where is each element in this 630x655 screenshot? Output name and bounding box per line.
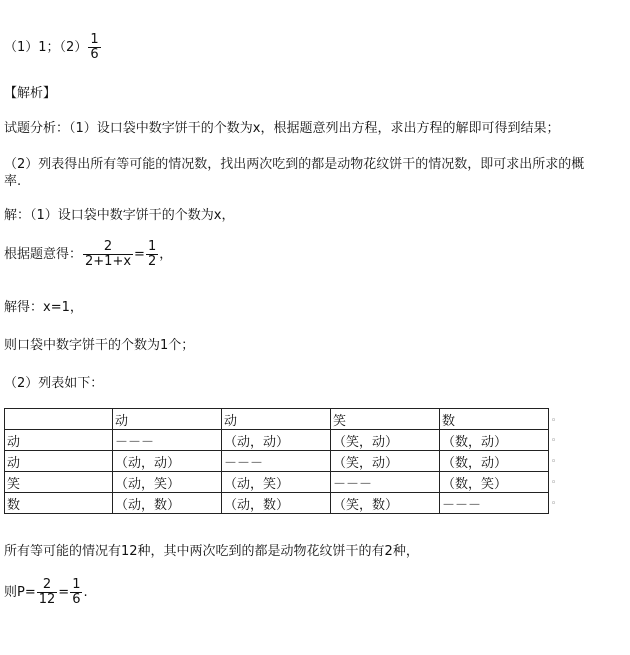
table-header-cell: 数 [440,409,549,430]
row-label: 笑 [5,472,113,493]
equation-right-num: 1 [147,239,157,254]
table-intro: （2）列表如下： [4,376,104,391]
equation-equals: = [134,247,145,262]
table-row [5,472,549,493]
equation-prefix: 根据题意得： [4,247,83,262]
equation-right-den: 2 [147,254,157,269]
row-end-mark: ◦ [551,436,557,446]
table-cell: （动，动） [222,430,331,451]
table-cell: （动，笑） [113,472,222,493]
analysis-heading: 【解析】 [4,86,57,101]
result-line: 则口袋中数字饼干的个数为1个； [4,338,195,353]
table-cell: －－－ [440,493,549,514]
table-header-row [5,409,549,430]
equation-left-den: 2+1+x [85,254,132,269]
probability-den-1: 12 [38,592,56,607]
table-cell: （动，笑） [222,472,331,493]
row-end-mark: ◦ [551,499,557,509]
answer-prefix: （1）1；（2） [4,40,88,55]
conclusion-line: 所有等可能的情况有12种，其中两次吃到的都是动物花纹饼干的有2种， [4,544,419,559]
table-cell: （笑，动） [331,430,440,451]
probability-num-1: 2 [42,577,52,592]
probability-prefix: 则P= [4,585,36,600]
table-cell: （动，数） [113,493,222,514]
table-cell: －－－ [113,430,222,451]
table-cell: －－－ [331,472,440,493]
answer-frac-den: 6 [90,47,99,62]
equation-line [4,240,172,269]
table-cell: （动，动） [113,451,222,472]
answer-frac-num: 1 [90,32,99,47]
probability-den-2: 6 [72,592,81,607]
equation-suffix: ， [159,247,173,262]
row-label: 数 [5,493,113,514]
table-cell: （数，动） [440,451,549,472]
row-label: 动 [5,430,113,451]
table-header-cell: 笑 [331,409,440,430]
equation-left-fraction [83,240,133,269]
row-label: 动 [5,451,113,472]
row-end-mark: ◦ [551,478,557,488]
probability-equals: = [58,585,70,600]
table-row [5,493,549,514]
table-cell: （笑，数） [331,493,440,514]
answer-fraction [88,33,100,62]
solve-line: 解得：x=1， [4,300,83,315]
probability-line [4,578,88,607]
probability-num-2: 1 [72,577,81,592]
probability-fraction-1 [37,578,58,607]
table-header-cell: 动 [113,409,222,430]
row-end-mark: ◦ [551,457,557,467]
analysis-line-1: 试题分析：（1）设口袋中数字饼干的个数为x，根据题意列出方程，求出方程的解即可得到结果； [4,121,560,136]
probability-fraction-2 [70,578,82,607]
row-end-mark: ◦ [551,416,557,426]
table-header-cell: 动 [222,409,331,430]
solution-step-1: 解：（1）设口袋中数字饼干的个数为x， [4,208,235,223]
table-cell: （动，数） [222,493,331,514]
equation-left-num: 2 [103,239,113,254]
equation-right-fraction [146,240,158,269]
analysis-line-3: 率. [4,174,22,189]
table-cell: （数，动） [440,430,549,451]
table-cell: （数，笑） [440,472,549,493]
answer-line [4,33,102,62]
probability-suffix: . [83,585,88,600]
table-cell: （笑，动） [331,451,440,472]
table-row [5,451,549,472]
analysis-line-2: （2）列表得出所有等可能的情况数，找出两次吃到的都是动物花纹饼干的情况数，即可求出所求的概 [4,157,585,172]
table-corner-cell [5,409,113,430]
table-row [5,430,549,451]
outcome-table [4,408,549,514]
table-cell: －－－ [222,451,331,472]
